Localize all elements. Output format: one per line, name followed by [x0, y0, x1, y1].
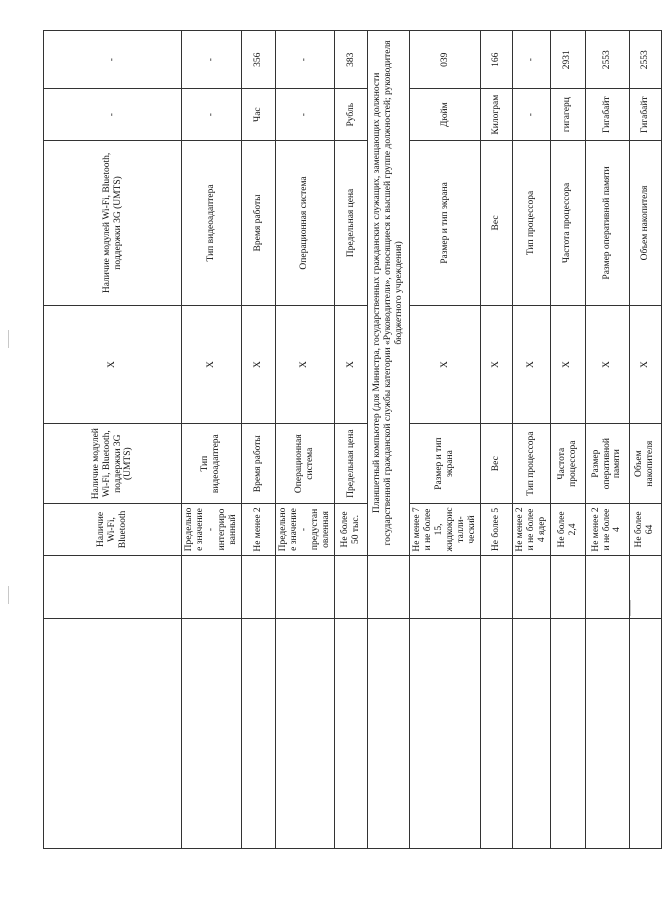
unit-cell: Килограм [480, 89, 512, 141]
code-cell: 383 [335, 31, 368, 89]
characteristic-name-cell: Вес [480, 141, 512, 306]
characteristic-cell: Размер и тип экрана [410, 424, 481, 504]
code-cell: - [44, 31, 182, 89]
mark-cell: X [335, 305, 368, 423]
characteristic-cell: Операционная система [275, 424, 335, 504]
mark-cell: X [512, 305, 550, 423]
value-cell: Не менее 2 и не более 4 ядер [512, 504, 550, 556]
value-cell: Предельное значение - интегрированный [182, 504, 242, 556]
code-cell: 2553 [585, 31, 629, 89]
characteristic-name-cell: Операционная система [275, 141, 335, 306]
scan-mark [8, 330, 9, 348]
table-row [335, 31, 368, 849]
table-row [480, 31, 512, 849]
value-cell: Не более 5 [480, 504, 512, 556]
value-cell: Наличие Wi-Fi, Bluetooth [44, 504, 182, 556]
characteristic-cell: Наличие модулей Wi-Fi, Bluetooth, поддержки 3G (UMTS) [44, 424, 182, 504]
rotated-table-container [43, 30, 656, 849]
mark-cell: X [182, 305, 242, 423]
unit-cell: - [512, 89, 550, 141]
mark-cell: X [241, 305, 275, 423]
characteristic-cell: Предельная цена [335, 424, 368, 504]
code-cell: 166 [480, 31, 512, 89]
table-row [275, 31, 335, 849]
unit-cell: Гигабайт [585, 89, 629, 141]
characteristic-name-cell: Наличие модулей Wi-Fi, Bluetooth, поддержки 3G (UMTS) [44, 141, 182, 306]
unit-cell: Час [241, 89, 275, 141]
mark-cell: X [44, 305, 182, 423]
table-row [512, 31, 550, 849]
characteristic-name-cell: Тип видеоадаптера [182, 141, 242, 306]
scan-mark [8, 586, 9, 604]
table-row [629, 31, 661, 849]
characteristic-cell: Объем накопителя [629, 424, 661, 504]
mark-cell: X [550, 305, 585, 423]
code-cell: - [512, 31, 550, 89]
characteristic-name-cell: Время работы [241, 141, 275, 306]
characteristic-name-cell: Тип процессора [512, 141, 550, 306]
mark-cell: X [629, 305, 661, 423]
unit-cell: - [182, 89, 242, 141]
value-cell: Не менее 2 и не более 4 [585, 504, 629, 556]
characteristic-name-cell: Размер оперативной памяти [585, 141, 629, 306]
value-cell: Не более 2,4 [550, 504, 585, 556]
mark-cell: X [585, 305, 629, 423]
table-row [585, 31, 629, 849]
unit-cell: гигагерц [550, 89, 585, 141]
mark-cell: X [275, 305, 335, 423]
table-row [550, 31, 585, 849]
code-cell: 039 [410, 31, 481, 89]
characteristic-cell: Тип процессора [512, 424, 550, 504]
table-row [182, 31, 242, 849]
characteristic-cell: Частота процессора [550, 424, 585, 504]
characteristic-name-cell: Частота процессора [550, 141, 585, 306]
code-cell: - [275, 31, 335, 89]
value-cell: Не менее 2 [241, 504, 275, 556]
code-cell: 2931 [550, 31, 585, 89]
table-row [44, 31, 182, 849]
empty-cell-b [44, 555, 182, 618]
unit-cell: Дюйм [410, 89, 481, 141]
unit-cell: Гигабайт [629, 89, 661, 141]
code-cell: 2553 [629, 31, 661, 89]
characteristic-cell: Тип видеоадаптера [182, 424, 242, 504]
mark-cell: X [480, 305, 512, 423]
empty-cell-a [44, 619, 182, 849]
value-cell: Не менее 7 и не более 15, жидкокристалли-ческий [410, 504, 481, 556]
characteristic-name-cell: Объем накопителя [629, 141, 661, 306]
requirements-table [43, 30, 662, 849]
unit-cell: Рубль [335, 89, 368, 141]
section-row [368, 31, 410, 849]
code-cell: - [182, 31, 242, 89]
unit-cell: - [44, 89, 182, 141]
mark-cell: X [410, 305, 481, 423]
characteristic-name-cell: Размер и тип экрана [410, 141, 481, 306]
value-cell: Не более 64 [629, 504, 661, 556]
value-cell: Предельное значение - предустановленная [275, 504, 335, 556]
table-row [410, 31, 481, 849]
table-row [241, 31, 275, 849]
characteristic-name-cell: Предельная цена [335, 141, 368, 306]
characteristic-cell: Размер оперативной памяти [585, 424, 629, 504]
value-cell: Не более 50 тыс. [335, 504, 368, 556]
code-cell: 356 [241, 31, 275, 89]
characteristic-cell: Вес [480, 424, 512, 504]
characteristic-cell: Время работы [241, 424, 275, 504]
section-title: Планшетный компьютер (для Министра, государственных гражданских служащих, замещающих должности государственной гражданской службы категории «Руководители», относящиеся к высшей группе должностей; руководителя бюджетного учреждения) [368, 31, 410, 556]
unit-cell: - [275, 89, 335, 141]
